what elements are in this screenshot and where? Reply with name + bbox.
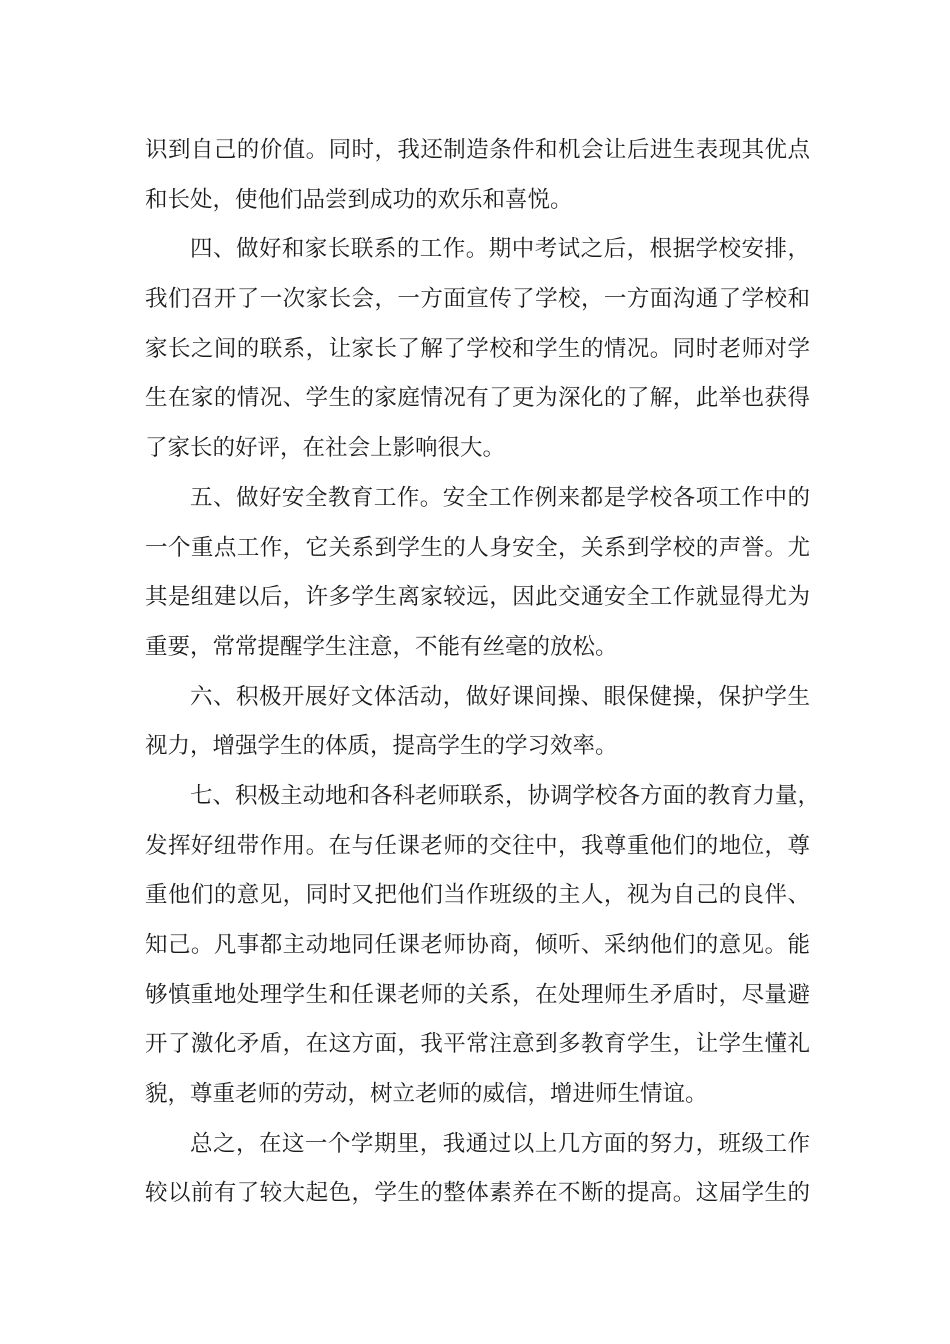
text-line: 发挥好纽带作用。在与任课老师的交往中，我尊重他们的地位，尊: [145, 832, 810, 859]
text-line: 貌，尊重老师的劳动，树立老师的威信，增进师生情谊。: [145, 1081, 708, 1108]
document-body: [145, 126, 821, 1219]
text-line: 七、积极主动地和各科老师联系，协调学校各方面的教育力量，: [190, 782, 821, 809]
text-line: 识到自己的价值。同时，我还制造条件和机会让后进生表现其优点: [145, 137, 810, 163]
paragraph-teacher-liaison: [145, 772, 821, 1120]
paragraph-sports-activities: [145, 673, 810, 772]
paragraph-safety-education: [145, 474, 810, 673]
text-line: 家长之间的联系，让家长了解了学校和学生的情况。同时老师对学: [145, 335, 810, 362]
text-line: 生在家的情况、学生的家庭情况有了更为深化的了解，此举也获得: [145, 385, 810, 412]
paragraph-continuation: [145, 126, 810, 225]
paragraph-summary: [145, 1120, 810, 1219]
text-line: 了家长的好评，在社会上影响很大。: [145, 435, 506, 462]
text-line: 较以前有了较大起色，学生的整体素养在不断的提高。这届学生的: [145, 1180, 810, 1207]
text-line: 总之，在这一个学期里，我通过以上几方面的努力，班级工作: [190, 1130, 810, 1157]
text-line: 知己。凡事都主动地同任课老师协商，倾听、采纳他们的意见。能: [145, 932, 810, 958]
text-line: 四、做好和家长联系的工作。期中考试之后，根据学校安排，: [190, 236, 810, 263]
text-line: 五、做好安全教育工作。安全工作例来都是学校各项工作中的: [190, 484, 810, 511]
text-line: 一个重点工作，它关系到学生的人身安全，关系到学校的声誉。尤: [145, 534, 810, 561]
text-line: 六、积极开展好文体活动，做好课间操、眼保健操，保护学生: [190, 683, 810, 710]
text-line: 重他们的意见，同时又把他们当作班级的主人，视为自己的良伴、: [145, 882, 810, 909]
text-line: 我们召开了一次家长会，一方面宣传了学校，一方面沟通了学校和: [145, 286, 810, 313]
text-line: 其是组建以后，许多学生离家较远，因此交通安全工作就显得尤为: [145, 584, 810, 611]
paragraph-parent-contact: [145, 225, 810, 473]
text-line: 够慎重地处理学生和任课老师的关系，在处理师生矛盾时，尽量避: [145, 981, 810, 1008]
text-line: 重要，常常提醒学生注意，不能有丝毫的放松。: [145, 633, 618, 660]
text-line: 和长处，使他们品尝到成功的欢乐和喜悦。: [145, 186, 573, 213]
text-line: 视力，增强学生的体质，提高学生的学习效率。: [145, 733, 618, 760]
text-line: 开了激化矛盾，在这方面，我平常注意到多教育学生，让学生懂礼: [145, 1031, 810, 1058]
